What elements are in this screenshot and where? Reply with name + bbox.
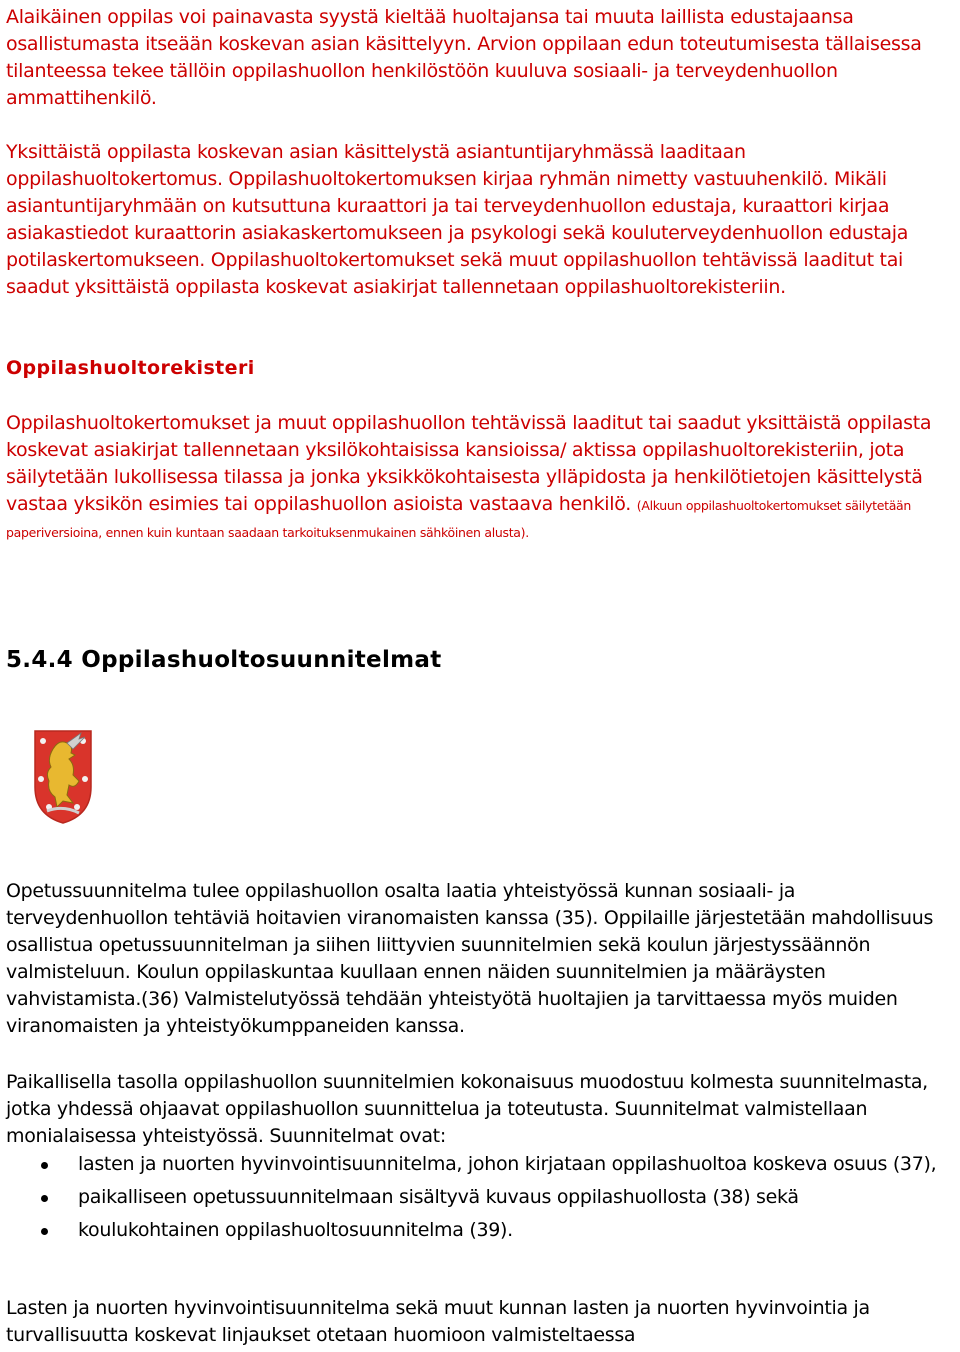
list-item bbox=[0, 1217, 960, 1244]
bullet-icon bbox=[41, 1162, 48, 1169]
section-heading-register: Oppilashuoltorekisteri bbox=[6, 357, 255, 379]
paragraph-curriculum-cooperation: Opetussuunnitelma tulee oppilashuollon osalta laatia yhteistyössä kunnan sosiaali- ja terveydenhuollon tehtäviä hoitavien viranomaisten kanssa (35). Oppilaille järjestetään mahdollisuus osallistua opetussuunnitelman ja siihen liittyvien suunnitelmien sekä koulun järjestyssäännön valmisteluun. Koulun oppilaskuntaa kuullaan ennen näiden suunnitelmien ja määräysten vahvistamista.(36) Valmistelutyössä tehdään yhteistyötä huoltajien ja tarvittaessa myös muiden viranomaisten ja yhteistyökumppaneiden kanssa. bbox=[6, 880, 934, 1037]
paragraph-wellbeing-plan: Lasten ja nuorten hyvinvointisuunnitelma sekä muut kunnan lasten ja nuorten hyvinvointia ja turvallisuutta koskevat linjaukset otetaan huomioon valmisteltaessa bbox=[6, 1297, 870, 1346]
paragraph-register-note: (Alkuun oppilashuoltokertomukset säilytetään paperiversioina, ennen kuin kuntaan saadaan tarkoituksenmukainen sähköinen alusta). bbox=[6, 498, 912, 540]
list-item bbox=[0, 1151, 960, 1178]
paragraph-register-text: Oppilashuoltokertomukset ja muut oppilashuollon tehtävissä laaditut tai saadut yksittäistä oppilasta koskevat asiakirjat tallennetaan yksilökohtaisissa kansioissa/ aktissa oppilashuoltorekisteriin, jota säilytetään lukollisessa tilassa ja jonka yksikkökohtaisesta ylläpidosta ja henkilötietojen käsittelystä vastaa yksikön esimies tai oppilashuollon asioista vastaava henkilö. bbox=[6, 412, 932, 515]
list-item-text: paikalliseen opetussuunnitelmaan sisältyvä kuvaus oppilashuollosta (38) sekä bbox=[78, 1186, 799, 1208]
list-item-text: lasten ja nuorten hyvinvointisuunnitelma, johon kirjataan oppilashuoltoa koskeva osuus (37), bbox=[78, 1153, 937, 1175]
paragraph-register bbox=[6, 410, 956, 545]
bullet-icon bbox=[41, 1228, 48, 1235]
list-item-text: koulukohtainen oppilashuoltosuunnitelma (39). bbox=[78, 1219, 513, 1241]
paragraph-guardian-exclusion: Alaikäinen oppilas voi painavasta syystä kieltää huoltajansa tai muuta laillista edustajaansa osallistumasta itseään koskevan asian käsittelyyn. Arvion oppilaan edun toteutumisesta tällaisessa tilanteessa tekee tällöin oppilashuollon henkilöstöön kuuluva sosiaali- ja terveydenhuollon ammattihenkilö. bbox=[6, 6, 922, 109]
list-item bbox=[0, 1184, 960, 1211]
chapter-heading: 5.4.4 Oppilashuoltosuunnitelmat bbox=[6, 647, 442, 673]
bullet-icon bbox=[41, 1195, 48, 1202]
finnish-coat-of-arms-icon bbox=[33, 729, 93, 825]
plans-list bbox=[0, 1151, 960, 1244]
paragraph-student-care-report: Yksittäistä oppilasta koskevan asian käsittelystä asiantuntijaryhmässä laaditaan oppilashuoltokertomus. Oppilashuoltokertomuksen kirjaa ryhmän nimetty vastuuhenkilö. Mikäli asiantuntijaryhmään on kutsuttuna kuraattori ja tai terveydenhuollon edustaja, kuraattori kirjaa asiakastiedot kuraattorin asiakaskertomukseen ja psykologi sekä kouluterveydenhuollon edustaja potilaskertomukseen. Oppilashuoltokertomukset sekä muut oppilashuollon tehtävissä laaditut tai saadut yksittäistä oppilasta koskevat asiakirjat tallennetaan oppilashuoltorekisteriin. bbox=[6, 141, 909, 298]
paragraph-local-plans: Paikallisella tasolla oppilashuollon suunnitelmien kokonaisuus muodostuu kolmesta suunnitelmasta, jotka yhdessä ohjaavat oppilashuollon suunnittelua ja toteutusta. Suunnitelmat valmistellaan monialaisessa yhteistyössä. Suunnitelmat ovat: bbox=[6, 1071, 928, 1147]
